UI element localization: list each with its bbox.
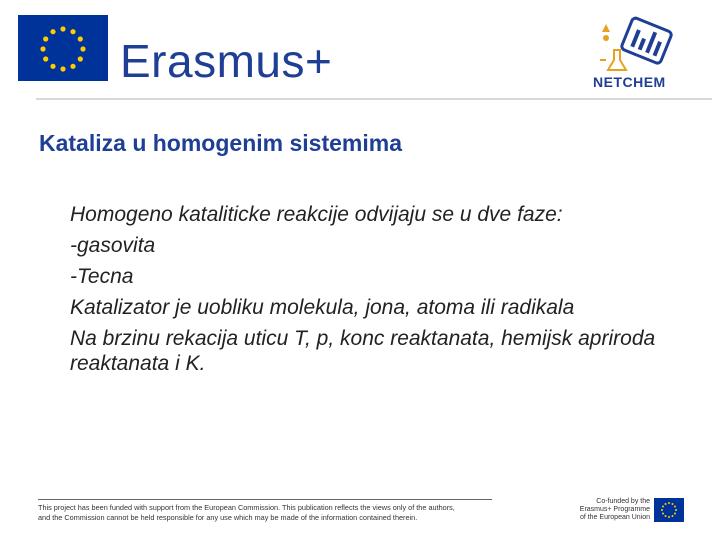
eu-flag-icon xyxy=(18,15,108,81)
body-paragraph: -Tecna xyxy=(70,265,134,288)
body-paragraph: Katalizator je uobliku molekula, jona, atoma ili radikala xyxy=(70,296,575,319)
disclaimer-line: and the Commission cannot be held responsible for any use which may be made of the information contained therein. xyxy=(38,513,418,522)
cofunded-line: Erasmus+ Programme xyxy=(579,506,650,513)
funding-disclaimer xyxy=(38,503,508,523)
cofunded-line: Co-funded by the xyxy=(596,498,650,505)
slide-title: Kataliza u homogenim sistemima xyxy=(39,130,402,156)
cofunded-line: of the European Union xyxy=(579,514,650,521)
slide-body xyxy=(70,202,670,382)
cofunded-label xyxy=(570,498,650,522)
erasmus-logo: Erasmus+ xyxy=(120,35,333,87)
disclaimer-line: This project has been funded with support from the European Commission. This publication reflects the views only of the authors, xyxy=(38,503,455,512)
footer-divider xyxy=(38,499,492,500)
eu-flag-small-icon xyxy=(654,498,684,522)
body-paragraph: Na brzinu rekacija uticu T, p, konc reaktanata, hemijsk apriroda reaktanata i K. xyxy=(70,327,656,375)
netchem-wordmark: NETCHEM xyxy=(593,74,666,90)
header-divider xyxy=(36,98,712,100)
body-paragraph: Homogeno kataliticke reakcije odvijaju se u dve faze: xyxy=(70,203,563,226)
body-paragraph: -gasovita xyxy=(70,234,156,257)
